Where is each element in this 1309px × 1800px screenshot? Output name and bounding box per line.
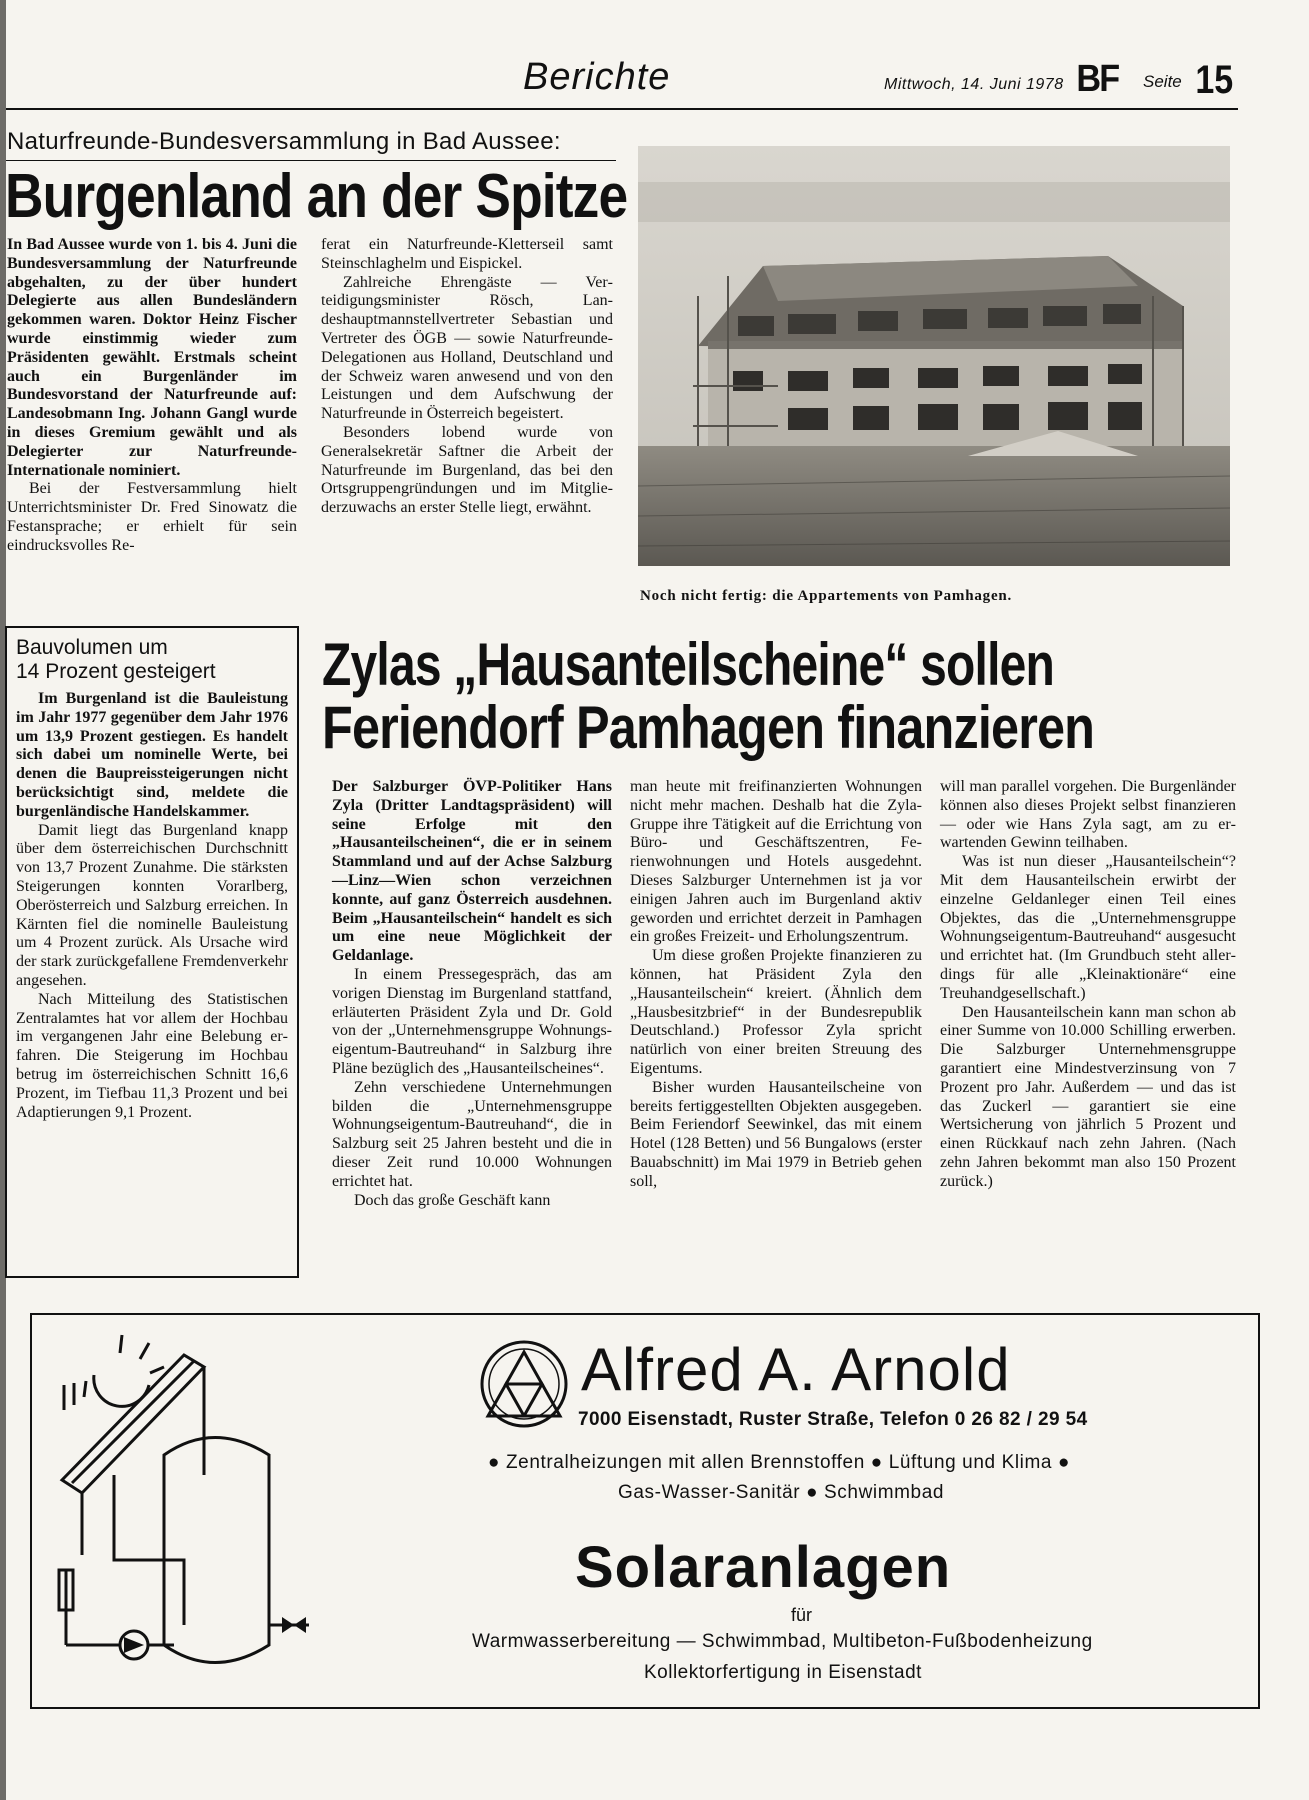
article1-paragraph: Besonders lobend wurde von Generalsekretär Saftner die Arbeit der Naturfreunde im Burgenland, das bei den Ortsgruppengründungen und im Mitgliederzuwachs an erster Stelle liegt, erwähnt. bbox=[321, 423, 613, 517]
article2-column-2 bbox=[630, 778, 922, 1192]
ad-company-name: Alfred A. Arnold bbox=[581, 1336, 1011, 1403]
article1-lead: In Bad Aussee wurde von 1. bis 4. Juni die Bundesversammlung der Naturfreunde abgehalten, zu der über hundert Delegierte aus allen Bundesländern gekommen waren. Doktor Heinz Fischer wurde einstimmig wieder zum Präsidenten gewählt. Erstmals scheint auch ein Burgenländer im Bundesvorstand der Naturfreunde auf: Landesobmann Ing. Johann Gangl wurde in dieses Gremium gewählt und als Delegierter zur Naturfreunde-Internationale nominiert. bbox=[7, 236, 297, 479]
solar-collector-icon bbox=[44, 1325, 324, 1695]
article2-paragraph: Um diese großen Projekte finanzieren zu können, hat Präsident Zyla den „Hausanteilschein“ kreiert. (Ähnlich dem „Hausbesitzbrief“ in der Bundesrepublik Deutschland.) Professor Zyla spricht natürlich von einer breiten Streuung des Eigentums. bbox=[630, 947, 922, 1077]
article2-paragraph: man heute mit freifinanzierten Wohnungen nicht mehr machen. Deshalb hat die Zyla-Gruppe ihre Tätigkeit auf die Errichtung von Büro- und Geschäftszentren, Ferienwohnungen und Hotels ausgedehnt. Dieses Salzburger Unternehmen ist ja vor einigen Jahren auch im Burgenland aktiv geworden und errichtet derzeit in Pamhagen ein großes Freizeit- und Erholungszentrum. bbox=[630, 778, 922, 946]
article2-paragraph: will man parallel vorgehen. Die Burgenländer können also dieses Projekt selbst finanzieren — oder wie Hans Zyla sagt, am zu erwartenden Gewinn teilhaben. bbox=[940, 778, 1236, 852]
article1-column-2 bbox=[321, 236, 613, 518]
ad-address: 7000 Eisenstadt, Ruster Straße, Telefon 0 26 82 / 29 54 bbox=[578, 1409, 1088, 1430]
article2-paragraph: Zehn verschiedene Unternehmungen bilden die „Unternehmensgruppe Wohnungseigentum-Bautreuhand“, die in Salzburg seit 25 Jahren besteht und die in dieser Zeit rund 10.000 Wohnungen errichtet hat. bbox=[332, 1078, 612, 1190]
article1-paragraph: Bei der Festversammlung hielt Unterrichtsminister Dr. Fred Sinowatz die Festansprache; er erhielt für sein eindrucksvolles Re- bbox=[7, 480, 297, 554]
newspaper-logo: BF bbox=[1076, 58, 1119, 100]
ad-services-line-2: Gas-Wasser-Sanitär ● Schwimmbad bbox=[618, 1482, 945, 1503]
article2-paragraph: Doch das große Geschäft kann bbox=[354, 1191, 551, 1209]
arnold-logo-icon bbox=[478, 1338, 570, 1430]
article2-headline-line-1: Zylas „Hausanteilscheine“ sollen bbox=[322, 631, 1055, 698]
article2-paragraph: Was ist nun dieser „Hausanteilschein“? Mit dem Hausanteilschein erwirbt der einzelne Geldanleger einen Teil eines Objektes, das die „Unternehmensgruppe Wohnungseigentum-Bautreuhand“ ausgesucht und errichtet hat. (Im Grundbuch steht allerdings für alle „Kleinaktionäre“ eine Treuhandgesellschaft.) bbox=[940, 853, 1236, 1002]
article1-paragraph: ferat ein Naturfreunde-Kletterseil samt Steinschlaghelm und Eispickel. bbox=[321, 236, 613, 272]
article1-paragraph: Zahlreiche Ehrengäste — Verteidigungsminister Rösch, Landeshauptmannstellvertreter Sebastian und Vertreter des ÖGB — sowie Naturfreunde-Delegationen aus Holland, Deutschland und der Schweiz waren anwesend und von den Leistungen und dem Aufschwung der Naturfreunde in Österreich begeistert. bbox=[321, 273, 613, 423]
box-paragraph: Nach Mitteilung des Statistischen Zentralamtes hat vor allem der Hochbau im vergangenen Jahr eine Belebung erfahren. Die Steigerung im Hochbau betrug im österreichischen Schnitt 16,6 Prozent, im Tiefbau 11,3 Prozent und bei Adaptierungen 9,1 Prozent. bbox=[16, 990, 288, 1121]
building-illustration bbox=[638, 146, 1230, 566]
article2-paragraph: In einem Pressegespräch, das am vorigen Dienstag im Burgenland stattfand, erläuterten Präsident Zyla und Dr. Gold von der „Unternehmensgruppe Wohnungseigentum-Bautreuhand“ in Salzburg ihre Pläne bezüglich des „Hausanteilscheines“. bbox=[332, 965, 612, 1077]
issue-date: Mittwoch, 14. Juni 1978 bbox=[884, 76, 1064, 93]
building-photo bbox=[638, 146, 1230, 566]
article2-column-3 bbox=[940, 778, 1236, 1192]
article2-paragraph: Den Hausanteilschein kann man schon ab einer Summe von 10.000 Schilling erwerben. Die Salzburger Unternehmensgruppe garantiert eine Mindestverzinsung von 7 Prozent pro Jahr. Außerdem — und das ist das Zuckerl — garantiert sie eine Wertsicherung von jährlich 5 Prozent und einen Rückkauf nach zehn Jahren. (Nach zehn Jahren bekommt man also 150 Prozent zurück.) bbox=[940, 1003, 1236, 1190]
article1-headline: Burgenland an der Spitze bbox=[5, 162, 628, 231]
box-lead: Im Burgenland ist die Bauleistung im Jahr 1977 gegenüber dem Jahr 1976 um 13,9 Prozent gestiegen. Es handelt sich dabei um nominelle Werte, bei denen die Baupreissteigerungen nicht berücksichtigt sind, meldete die burgenländische Handelskammer. bbox=[16, 690, 288, 820]
box-title bbox=[16, 636, 288, 684]
ad-factory: Kollektorfertigung in Eisenstadt bbox=[644, 1662, 922, 1683]
page-number: 15 bbox=[1195, 58, 1234, 102]
box-paragraph: Damit liegt das Burgenland knapp über dem österreichischen Durchschnitt von 13,7 Prozent Zunahme. Die stärksten Steigerungen konnten Vorarlberg, Oberösterreich und Salzburg erreichen. In Kärnten fiel die nominelle Bauleistung um 4 Prozent zurück. Als Ursache wird der stark zurückgefallene Fremdenverkehr angesehen. bbox=[16, 821, 288, 989]
article1-kicker: Naturfreunde-Bundesversammlung in Bad Aussee: bbox=[7, 128, 561, 155]
article2-column-1 bbox=[332, 778, 612, 1210]
box-title-line-1: Bauvolumen um bbox=[16, 636, 168, 659]
header-rule bbox=[6, 108, 1238, 110]
ad-fuer: für bbox=[791, 1605, 813, 1625]
kicker-rule bbox=[6, 160, 616, 161]
article1-column-1 bbox=[7, 236, 297, 556]
photo-caption: Noch nicht fertig: die Appartements von Pamhagen. bbox=[640, 588, 1013, 604]
box-content bbox=[16, 636, 288, 1122]
ad-solar-title: Solaranlagen bbox=[575, 1535, 952, 1600]
page-label: Seite bbox=[1143, 72, 1182, 91]
ad-services-line-1: ● Zentralheizungen mit allen Brennstoffen ● Lüftung und Klima ● bbox=[488, 1452, 1071, 1473]
article2-lead: Der Salzburger ÖVP-Politiker Hans Zyla (Dritter Landtagspräsident) will seine Erfolge mit den „Hausanteilscheinen“, die er in seinem Stammland und auf der Achse Salzburg—Linz—Wien schon verzeichnen konnte, auf ganz Österreich ausdehnen. Beim „Hausanteilschein“ handelt es sich um eine neue Möglichkeit der Geldanlage. bbox=[332, 778, 612, 965]
section-title: Berichte bbox=[523, 56, 671, 98]
article2-paragraph: Bisher wurden Hausanteilscheine von bereits fertiggestellten Objekten ausgegeben. Beim Feriendorf Seewinkel, das mit einem Hotel (128 Betten) und 56 Bungalows (erster Bauabschnitt) im Mai 1979 in Betrieb gehen soll, bbox=[630, 1078, 922, 1190]
ad-uses: Warmwasserbereitung — Schwimmbad, Multibeton-Fußbodenheizung bbox=[472, 1631, 1093, 1652]
article2-headline-line-2: Feriendorf Pamhagen finanzieren bbox=[322, 694, 1095, 761]
box-title-line-2: 14 Prozent gesteigert bbox=[16, 660, 216, 683]
